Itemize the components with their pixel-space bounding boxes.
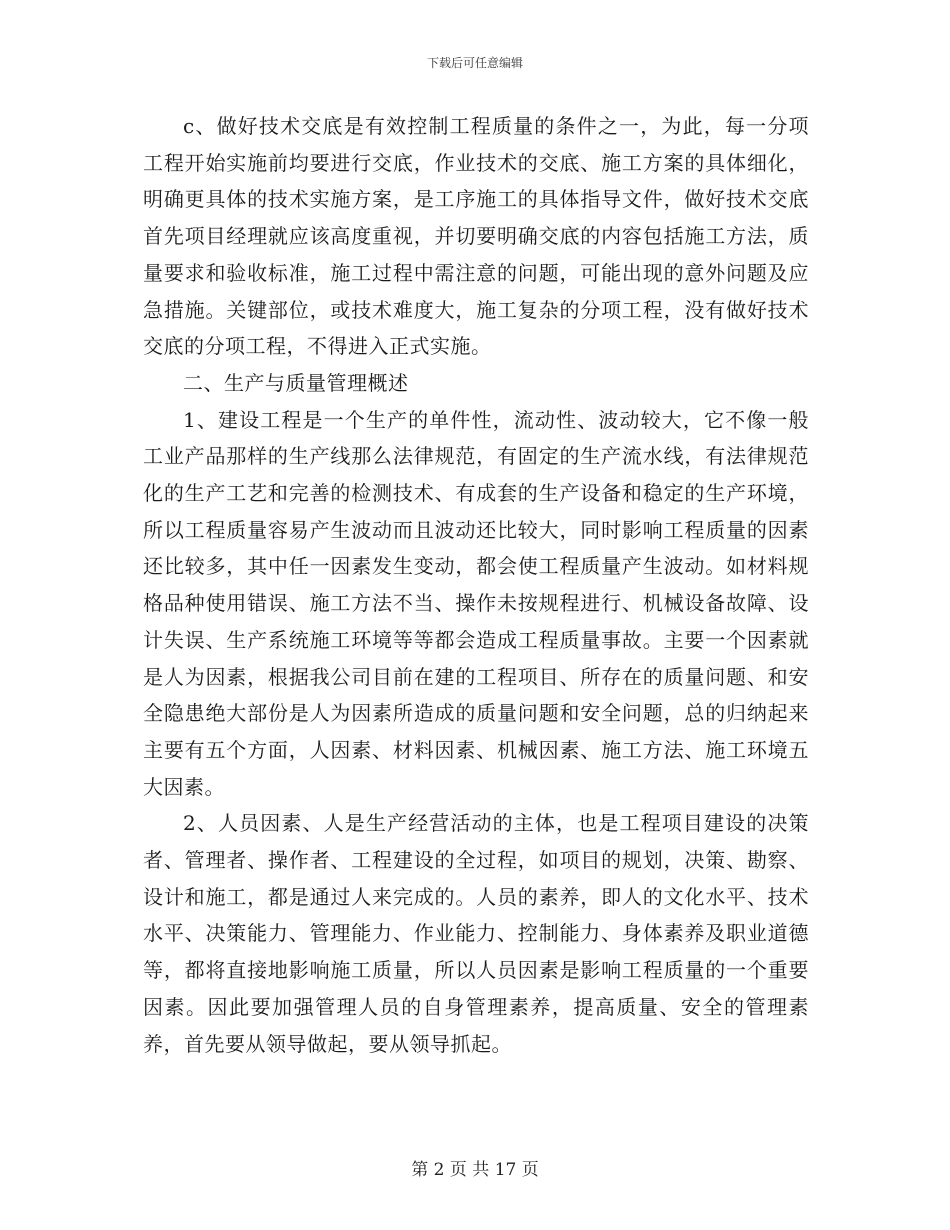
paragraph-production-overview: 1、建设工程是一个生产的单件性，流动性、波动较大，它不像一般工业产品那样的生产线那么法律规范，有固定的生产流水线，有法律规范化的生产工艺和完善的检测技术、有成套的生产设备和稳定的生产环境，所以工程质量容易产生波动而且波动还比较大，同时影响工程质量的因素还比较多，其中任一因素发生变动，都会使工程质量产生波动。如材料规格品种使用错误、施工方法不当、操作未按规程进行、机械设备故障、设计失误、生产系统施工环境等等都会造成工程质量事故。主要一个因素就是人为因素，根据我公司目前在建的工程项目、所存在的质量问题、和安全隐患绝大部份是人为因素所造成的质量问题和安全问题，总的归纳起来主要有五个方面，人因素、材料因素、机械因素、施工方法、施工环境五大因素。	[143, 407, 809, 799]
paragraph-personnel-factor: 2、人员因素、人是生产经营活动的主体，也是工程项目建设的决策者、管理者、操作者、工程建设的全过程，如项目的规划，决策、勘察、设计和施工，都是通过人来完成的。人员的素养，即人的文化水平、技术水平、决策能力、管理能力、作业能力、控制能力、身体素养及职业道德等，都将直接地影响施工质量，所以人员因素是影响工程质量的一个重要因素。因此要加强管理人员的自身管理素养，提高质量、安全的管理素养，首先要从领导做起，要从领导抓起。	[143, 811, 809, 1056]
page-number: 第 2 页 共 17 页	[411, 1160, 539, 1180]
document-body	[143, 108, 809, 1062]
paragraph-technical-briefing: c、做好技术交底是有效控制工程质量的条件之一，为此，每一分项工程开始实施前均要进行交底，作业技术的交底、施工方案的具体细化，明确更具体的技术实施方案，是工序施工的具体指导文件，做好技术交底首先项目经理就应该高度重视，并切要明确交底的内容包括施工方法，质量要求和验收标准，施工过程中需注意的问题，可能出现的意外问题及应急措施。关键部位，或技术难度大，施工复杂的分项工程，没有做好技术交底的分项工程，不得进入正式实施。	[143, 114, 809, 359]
page-header: 下载后可任意编辑	[426, 56, 523, 70]
section-heading: 二、生产与质量管理概述	[183, 370, 409, 395]
